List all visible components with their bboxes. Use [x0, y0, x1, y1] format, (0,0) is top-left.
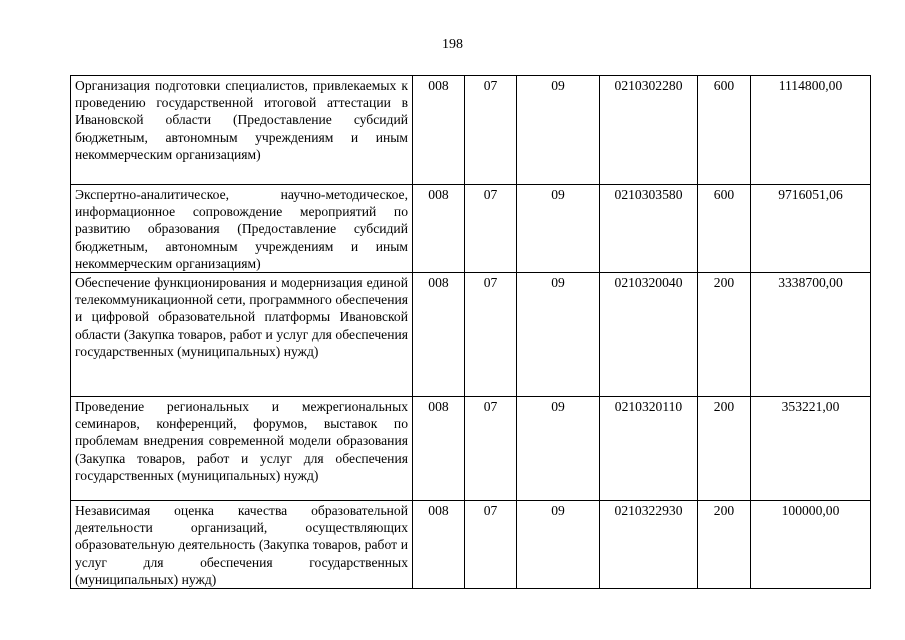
- grbs-code: 008: [413, 185, 465, 273]
- row-description: Проведение региональных и межрегиональных семинаров, конференций, форумов, выставок по проблемам внедрения современной модели образования (Закупка товаров, работ и услуг для обеспечения государственных (муниципальных) нужд): [71, 397, 413, 501]
- amount: 9716051,06: [751, 185, 871, 273]
- row-description: Организация подготовки специалистов, привлекаемых к проведению государственной итоговой аттестации в Ивановской области (Предоставление субсидий бюджетным, автономным учреждениям и иным некоммерческим организациям): [71, 76, 413, 185]
- grbs-code: 008: [413, 397, 465, 501]
- table-row: [71, 501, 871, 589]
- section-code: 07: [465, 273, 517, 397]
- subsection-code: 09: [517, 76, 600, 185]
- section-code: 07: [465, 397, 517, 501]
- subsection-code: 09: [517, 273, 600, 397]
- budget-table: [70, 75, 871, 589]
- grbs-code: 008: [413, 76, 465, 185]
- target-article-code: 0210320040: [600, 273, 698, 397]
- target-article-code: 0210320110: [600, 397, 698, 501]
- table-row: [71, 76, 871, 185]
- table-row: [71, 273, 871, 397]
- expense-type-code: 200: [698, 273, 751, 397]
- subsection-code: 09: [517, 397, 600, 501]
- section-code: 07: [465, 185, 517, 273]
- section-code: 07: [465, 76, 517, 185]
- expense-type-code: 600: [698, 185, 751, 273]
- amount: 1114800,00: [751, 76, 871, 185]
- grbs-code: 008: [413, 501, 465, 589]
- expense-type-code: 200: [698, 501, 751, 589]
- subsection-code: 09: [517, 501, 600, 589]
- amount: 3338700,00: [751, 273, 871, 397]
- target-article-code: 0210302280: [600, 76, 698, 185]
- table-row: [71, 185, 871, 273]
- row-description: Обеспечение функционирования и модернизация единой телекоммуникационной сети, программного обеспечения и цифровой образовательной платформы Ивановской области (Закупка товаров, работ и услуг для обеспечения государственных (муниципальных) нужд): [71, 273, 413, 397]
- target-article-code: 0210322930: [600, 501, 698, 589]
- grbs-code: 008: [413, 273, 465, 397]
- section-code: 07: [465, 501, 517, 589]
- target-article-code: 0210303580: [600, 185, 698, 273]
- row-description: Экспертно-аналитическое, научно-методическое, информационное сопровождение мероприятий по развитию образования (Предоставление субсидий бюджетным, автономным учреждениям и иным некоммерческим организациям): [71, 185, 413, 273]
- table-row: [71, 397, 871, 501]
- page-number: 198: [442, 37, 463, 52]
- expense-type-code: 600: [698, 76, 751, 185]
- expense-type-code: 200: [698, 397, 751, 501]
- subsection-code: 09: [517, 185, 600, 273]
- row-description: Независимая оценка качества образовательной деятельности организаций, осуществляющих образовательную деятельность (Закупка товаров, работ и услуг для обеспечения государственных (муниципальных) нужд): [71, 501, 413, 589]
- amount: 353221,00: [751, 397, 871, 501]
- amount: 100000,00: [751, 501, 871, 589]
